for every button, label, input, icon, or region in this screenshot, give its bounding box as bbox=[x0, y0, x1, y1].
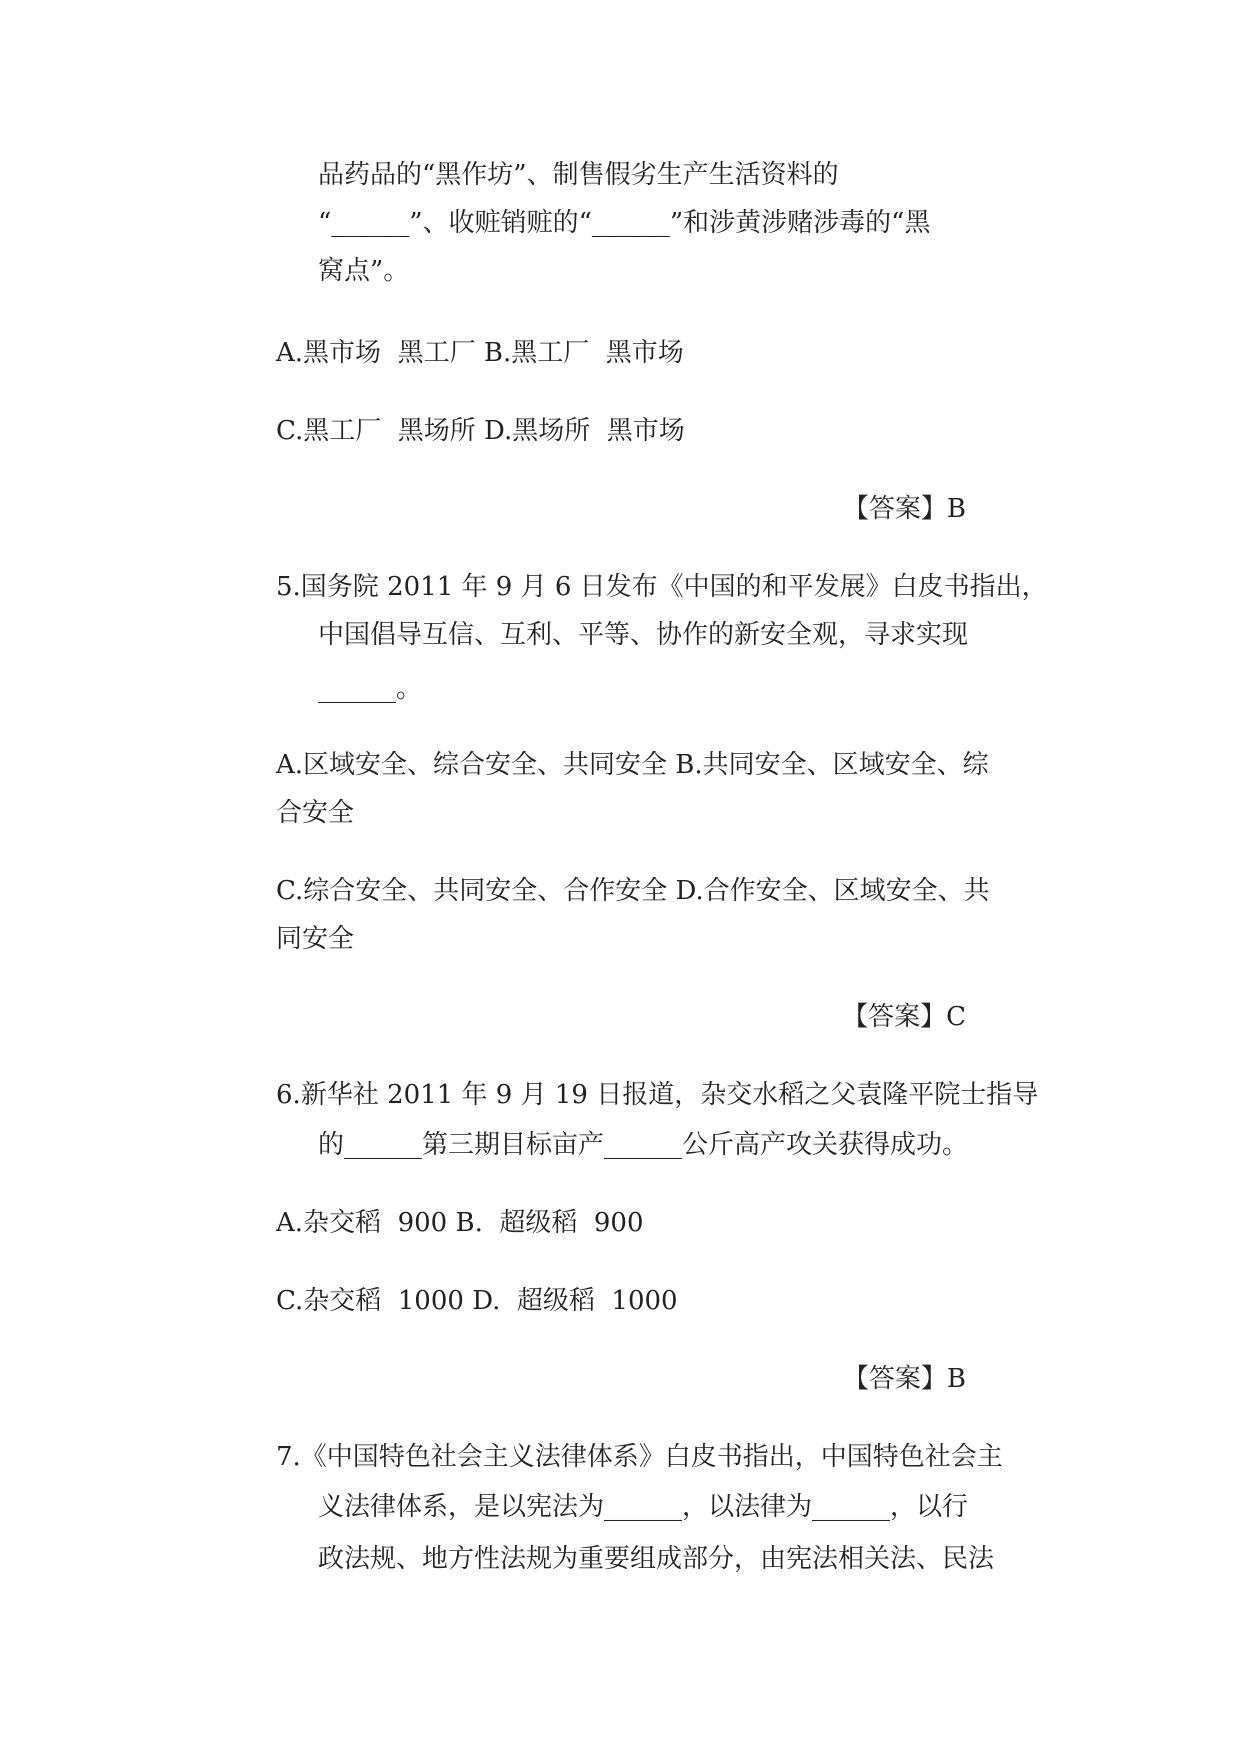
q5-text-line-1: 5.国务院 2011 年 9 月 6 日发布《中国的和平发展》白皮书指出， bbox=[276, 572, 1048, 602]
q6-text-line-1: 6.新华社 2011 年 9 月 19 日报道，杂交水稻之父袁隆平院士指导 bbox=[276, 1080, 1039, 1110]
q4-options-cd: C.黑工厂 黑场所 D.黑场所 黑市场 bbox=[276, 416, 685, 446]
q4-text-line-2: “______”、收赃销赃的“______”和涉黄涉赌涉毒的“黑 bbox=[318, 208, 931, 238]
q5-text-line-3: ______。 bbox=[318, 674, 423, 704]
q5-text-line-2: 中国倡导互信、互利、平等、协作的新安全观，寻求实现 bbox=[318, 620, 969, 650]
q5-answer: 【答案】C bbox=[842, 1002, 966, 1032]
q7-text-line-2: 义法律体系，是以宪法为______，以法律为______，以行 bbox=[318, 1492, 969, 1522]
q5-options-ab-line-2: 合安全 bbox=[276, 798, 355, 828]
q6-text-line-2: 的______第三期目标亩产______公斤高产攻关获得成功。 bbox=[318, 1130, 969, 1160]
q5-options-cd-line-1: C.综合安全、共同安全、合作安全 D.合作安全、区域安全、共 bbox=[276, 876, 990, 906]
q6-answer: 【答案】B bbox=[842, 1364, 966, 1394]
q4-options-ab: A.黑市场 黑工厂 B.黑工厂 黑市场 bbox=[276, 338, 684, 368]
q4-answer: 【答案】B bbox=[842, 494, 966, 524]
q5-options-ab-line-1: A.区域安全、综合安全、共同安全 B.共同安全、区域安全、综 bbox=[276, 750, 989, 780]
q6-options-cd: C.杂交稻 1000 D. 超级稻 1000 bbox=[276, 1286, 678, 1316]
q4-text-line-3: 窝点”。 bbox=[318, 256, 410, 286]
q7-text-line-1: 7.《中国特色社会主义法律体系》白皮书指出，中国特色社会主 bbox=[276, 1442, 1003, 1472]
q4-text-line-1: 品药品的“黑作坊”、制售假劣生产生活资料的 bbox=[318, 160, 839, 190]
q5-options-cd-line-2: 同安全 bbox=[276, 924, 355, 954]
q6-options-ab: A.杂交稻 900 B. 超级稻 900 bbox=[276, 1208, 644, 1238]
q7-text-line-3: 政法规、地方性法规为重要组成部分，由宪法相关法、民法 bbox=[318, 1544, 995, 1574]
